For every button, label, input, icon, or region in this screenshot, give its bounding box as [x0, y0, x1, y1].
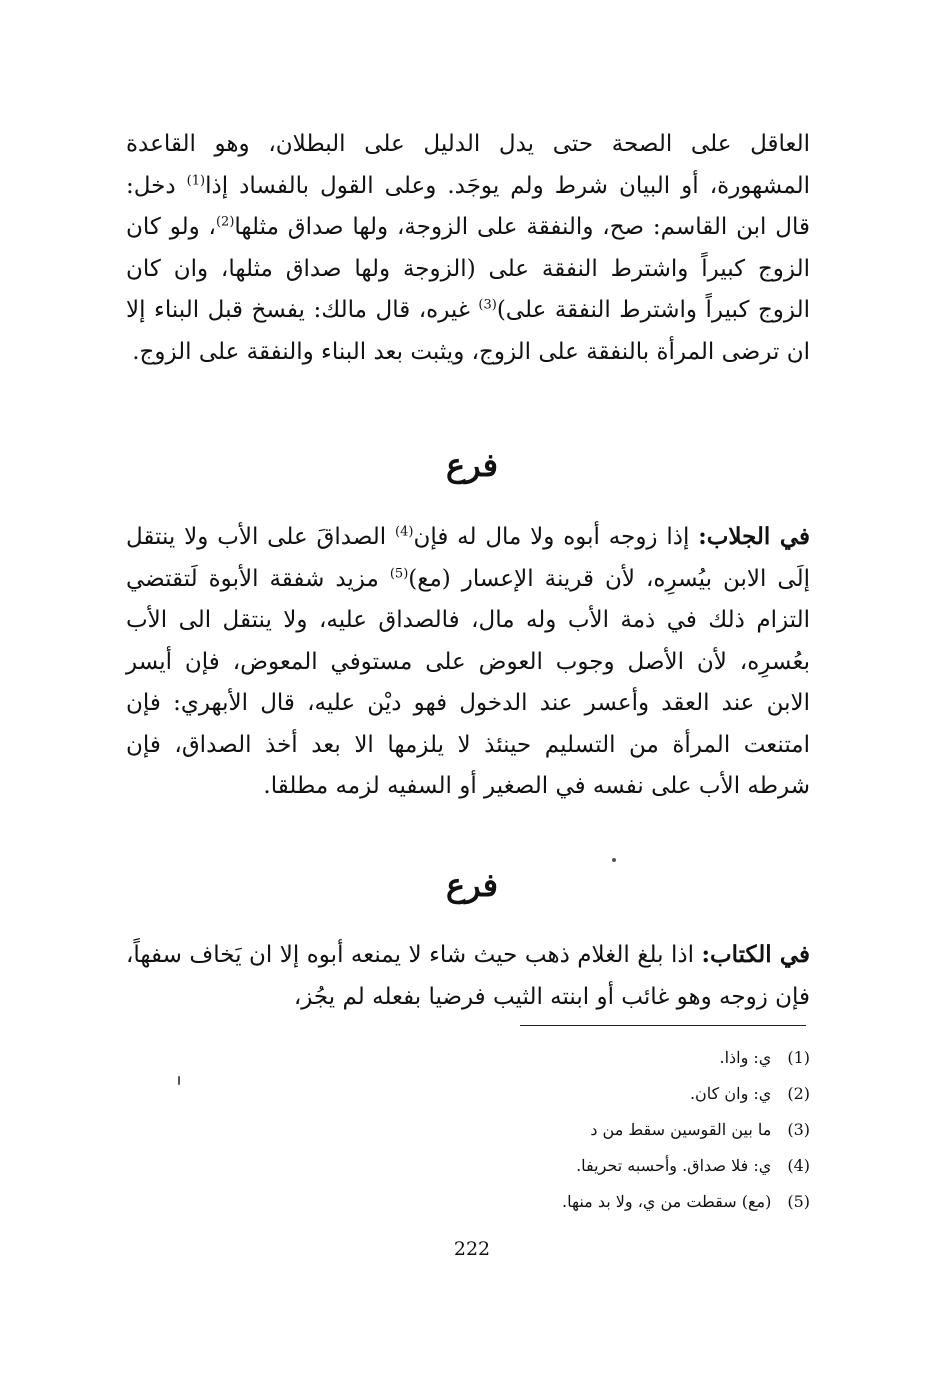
footnote-ref-3: (3): [478, 297, 497, 313]
paragraph-text: الصداقَ على الأب ولا ينتقل إلَى الابن بيُسرِه، لأن قرينة الإعسار (مع): [126, 524, 810, 592]
source-label: في الجلاب:: [698, 523, 810, 550]
footnote-text: (مع) سقطت من ي، ولا بد منها.: [562, 1192, 772, 1211]
paragraph-text: اذا بلغ الغلام ذهب حيث شاء لا يمنعه أبوه إلا ان يَخاف سفهاً، فإن زوجه وهو غائب أو ابنته الثيب فرضيا بفعله لم يجُز،: [126, 942, 810, 1010]
footnote-separator: [520, 1025, 806, 1026]
footnote-number: (3): [787, 1120, 810, 1139]
scan-speck: [178, 1076, 180, 1085]
footnote-number: (5): [787, 1192, 810, 1211]
footnote-ref-2: (2): [215, 214, 235, 230]
footnote-item: [380, 1148, 810, 1184]
footnotes-list: [380, 1040, 810, 1220]
section-heading: فرع: [445, 866, 499, 904]
scan-speck: [612, 858, 616, 862]
paragraph-continued: [126, 124, 810, 373]
footnote-item: [380, 1112, 810, 1148]
footnote-item: [380, 1040, 810, 1076]
footnote-text: ما بين القوسين سقط من د: [590, 1120, 772, 1139]
footnote-number: (4): [787, 1156, 810, 1175]
paragraph-text: مزيد شفقة الأبوة لَتقتضي التزام ذلك في ذمة الأب وله مال، فالصداق عليه، ولا ينتقل الى الأب بعُسرِه، لأن الأصل وجوب العوض على مستوفي المعوض، فإن أيسر الابن عند العقد وأعسر عند الدخول فهو ديْن عليه، قال الأبهري: فإن امتنعت المرأة من التسليم حينئذ لا يلزمها الا بعد أخذ الصداق، فإن شرطه الأب على نفسه في الصغير أو السفيه لزمه مطلقا.: [126, 565, 810, 799]
section-heading: فرع: [445, 446, 499, 484]
paragraph-text: غيره، قال مالك: يفسخ قبل البناء إلا ان ترضى المرأة بالنفقة على الزوج، ويثبت بعد البناء والنفقة على الزوج.: [126, 297, 810, 365]
page-number: 222: [453, 1238, 491, 1260]
footnote-number: (2): [787, 1084, 810, 1103]
paragraph-text: ، ولو كان الزوج كبيراً واشترط النفقة على (الزوجة ولها صداق مثلها، وان كان الزوج كبيراً واشترط النفقة على): [126, 214, 810, 323]
footnote-text: ي: فلا صداق. وأحسبه تحريفا.: [576, 1156, 772, 1175]
footnote-ref-4: (4): [395, 524, 414, 540]
footnote-number: (1): [787, 1048, 810, 1067]
footnote-item: [380, 1076, 810, 1112]
footnote-text: ي: واذا.: [719, 1048, 772, 1067]
footnote-text: ي: وان كان.: [689, 1084, 772, 1103]
paragraph-jallab: [126, 516, 810, 808]
source-label: في الكتاب:: [701, 941, 810, 968]
footnote-ref-1: (1): [186, 172, 206, 188]
footnote-ref-5: (5): [389, 565, 409, 581]
paragraph-kitab: [126, 934, 810, 1018]
paragraph-text: إذا زوجه أبوه ولا مال له فإن: [413, 524, 699, 550]
paragraph-text: العاقل على الصحة حتى يدل الدليل على البطلان، وهو القاعدة المشهورة، أو البيان شرط ولم يوجَد. وعلى القول بالفساد إذا: [126, 131, 810, 199]
paragraph-text: دخل: قال ابن القاسم: صح، والنفقة على الزوجة، ولها صداق مثلها: [126, 172, 810, 240]
footnote-item: [380, 1184, 810, 1220]
